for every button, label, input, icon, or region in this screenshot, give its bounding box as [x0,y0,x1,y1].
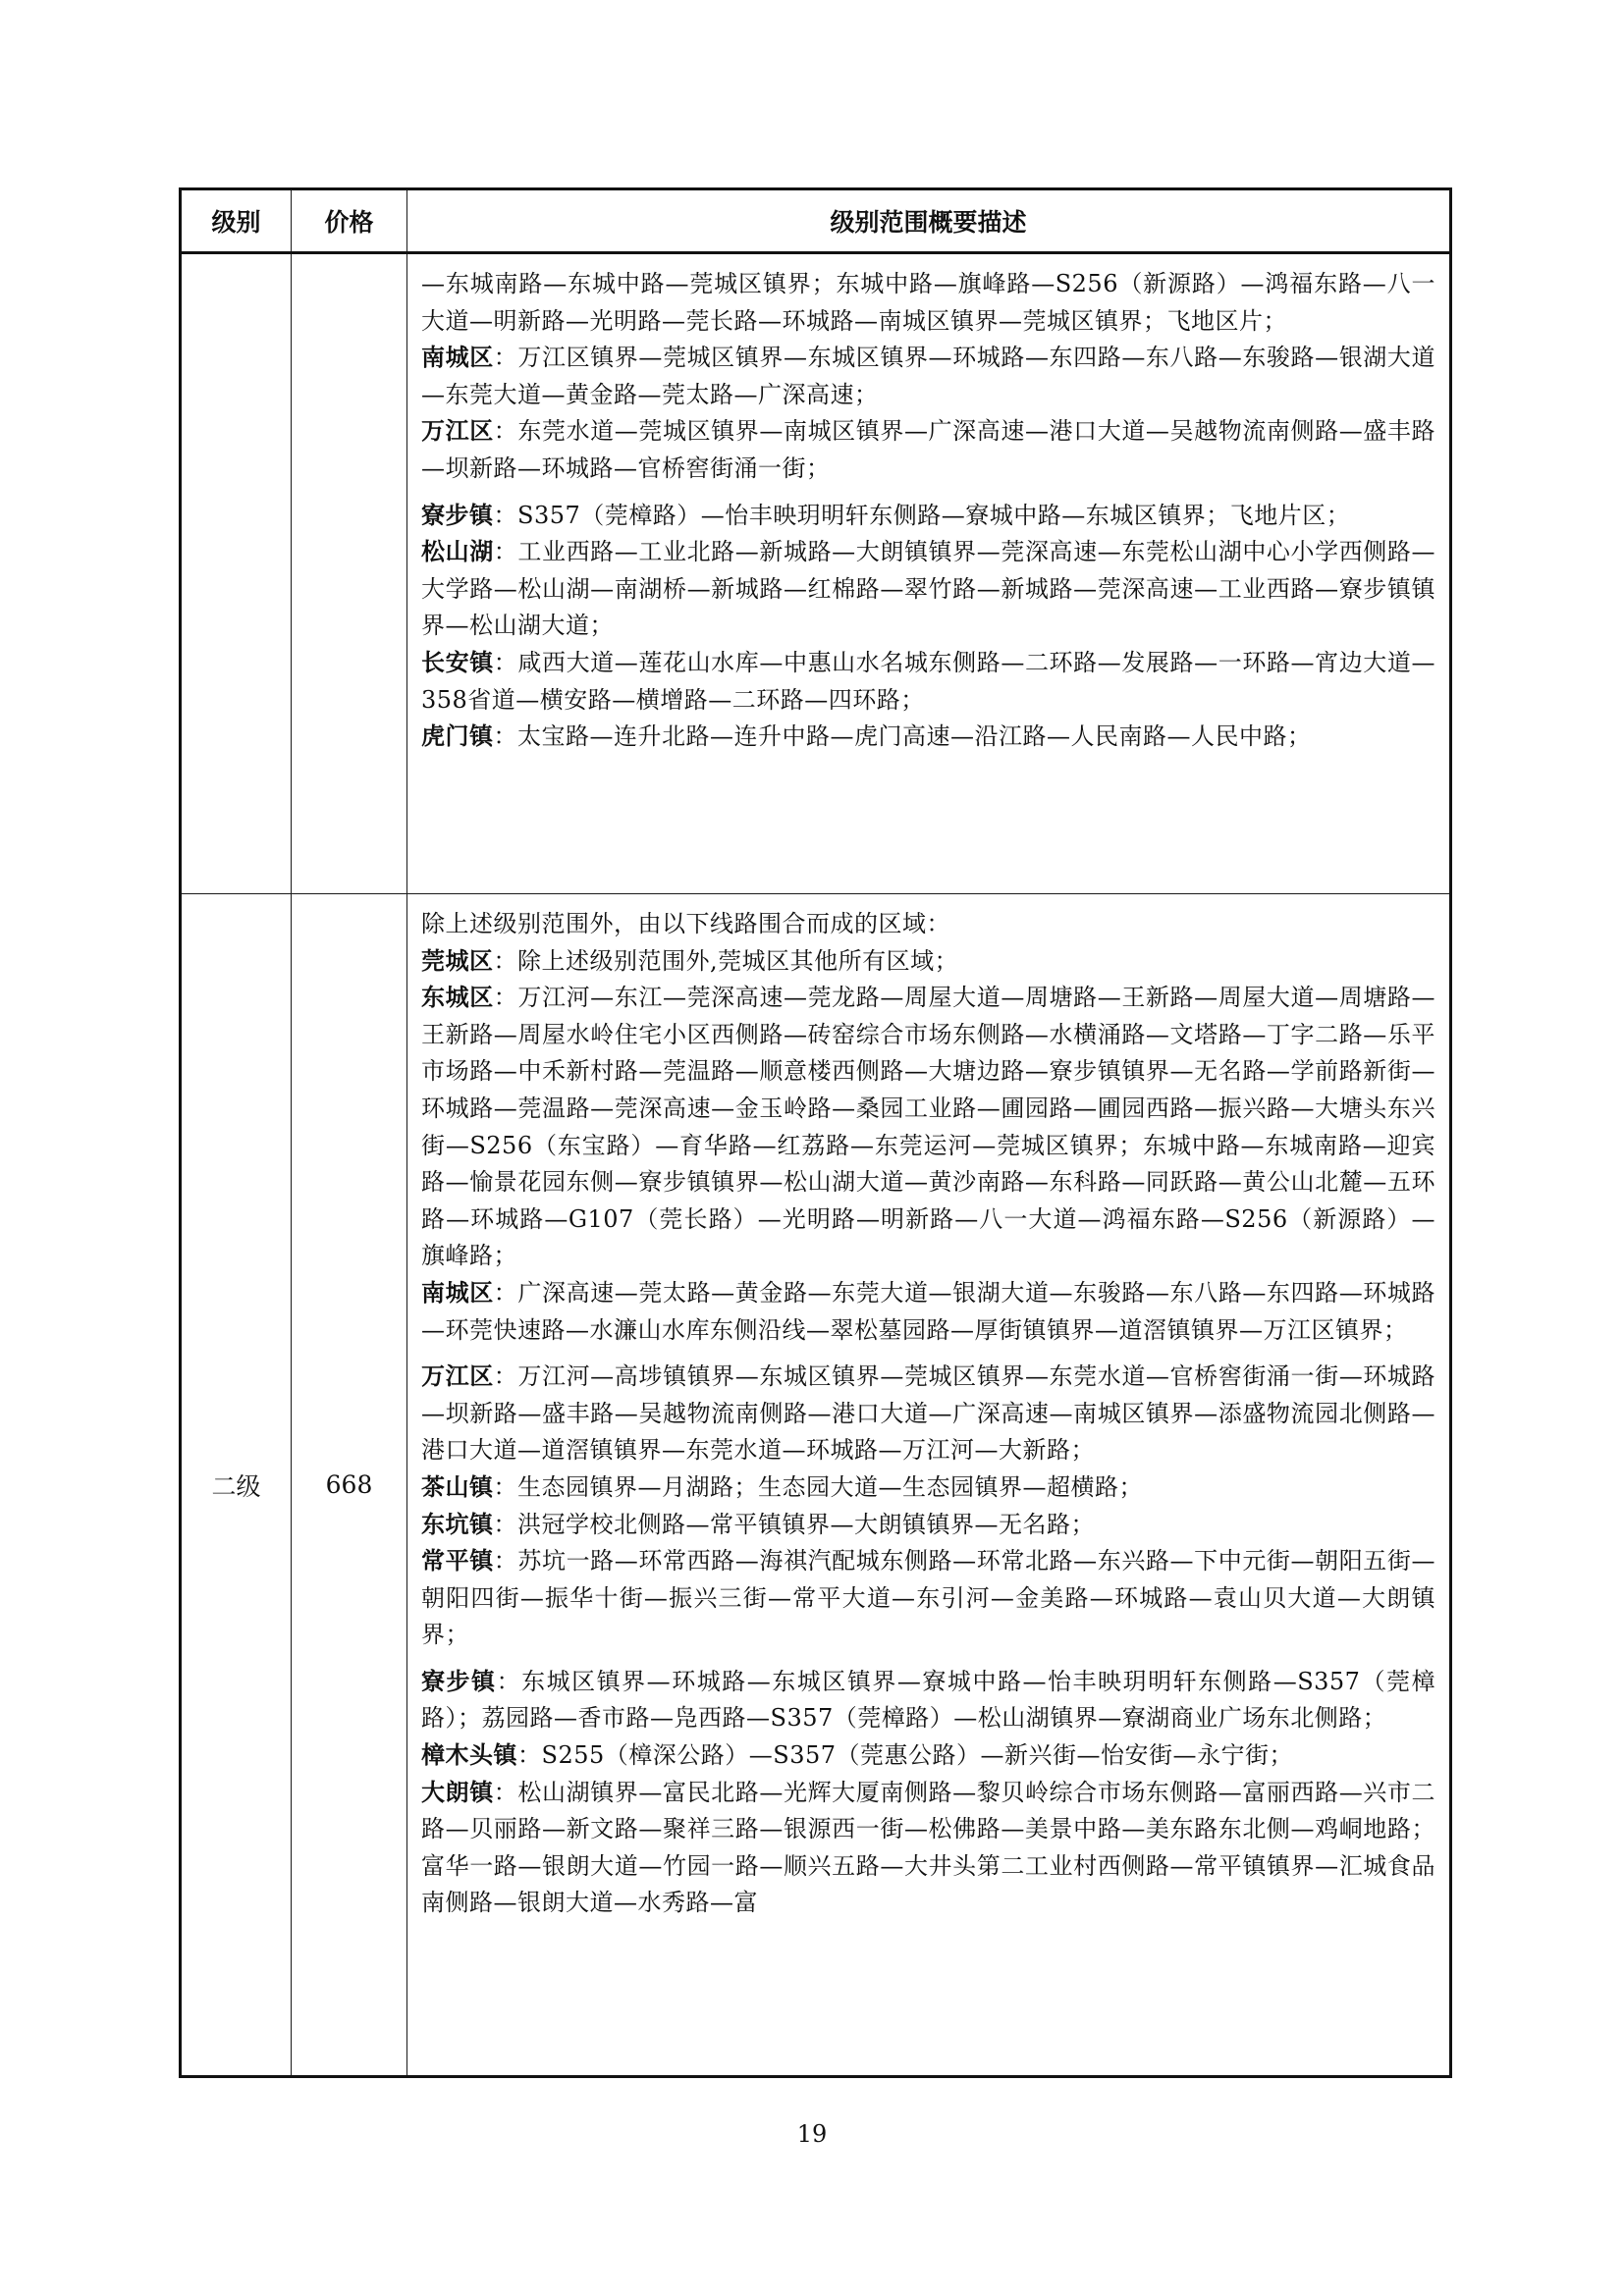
district-name: 长安镇 [421,648,494,676]
description-cell [407,253,1451,894]
route-text: ：万江河—高埗镇镇界—东城区镇界—莞城区镇界—东莞水道—官桥窖街涌一街—环城路—坝新路—盛丰路—吴越物流南侧路—港口大道—广深高速—南城区镇界—添盛物流园北侧路—港口大道—道滘镇镇界—东莞水道—环城路—万江河—大新路； [421,1362,1436,1465]
range-entry [421,1507,1435,1544]
route-text: ：S255（樟深公路）—S357（莞惠公路）—新兴街—怡安街—永宁街； [517,1741,1293,1770]
route-text: ：除上述级别范围外,莞城区其他所有区域； [493,946,959,975]
range-entry [421,1664,1435,1737]
header-level: 级别 [181,189,292,253]
district-name: 莞城区 [421,946,494,975]
table-header-row [181,189,1451,253]
route-text: ：东城区镇界—环城路—东城区镇界—寮城中路—怡丰映玥明轩东侧路—S357（莞樟路）；荔园路—香市路—凫西路—S357（莞樟路）—松山湖镇界—寮湖商业广场东北侧路； [421,1667,1435,1733]
district-name: 万江区 [421,1362,494,1391]
range-entry [421,1359,1435,1469]
price-cell [292,253,407,894]
route-text: ：万江河—东江—莞深高速—莞龙路—周屋大道—周塘路—王新路—周屋大道—周塘路—王新路—周屋水岭住宅小区西侧路—砖窑综合市场东侧路—水横涌路—文塔路—丁字二路—乐平市场路—中禾新村路—莞温路—顺意楼西侧路—大塘边路—寮步镇镇界—无名路—学前路新街—环城路—莞温路—莞深高速—金玉岭路—桑园工业路—圃园路—圃园西路—振兴路—大塘头东兴街—S256（东宝路）—育华路—红荔路—东莞运河—莞城区镇界；东城中路—东城南路—迎宾路—愉景花园东侧—寮步镇镇界—松山湖大道—黄沙南路—东科路—同跃路—黄公山北麓—五环路—环城路—G107（莞长路）—光明路—明新路—八一大道—鸿福东路—S256（新源路）—旗峰路； [421,984,1436,1270]
range-entry [421,645,1435,719]
table-row [181,894,1451,2077]
route-text: ：S357（莞樟路）—怡丰映玥明轩东侧路—寮城中路—东城区镇界；飞地片区； [493,501,1351,529]
price-cell: 668 [292,894,407,2077]
district-name: 虎门镇 [421,722,494,751]
range-entry [421,980,1435,1275]
description-cell [407,894,1451,2077]
range-entry [421,534,1435,645]
district-name: 常平镇 [421,1547,494,1575]
range-entry [421,1775,1435,1922]
land-price-level-table [179,187,1452,2078]
route-text: ：洪冠学校北侧路—常平镇镇界—大朗镇镇界—无名路； [493,1510,1095,1538]
range-entry [421,413,1435,487]
route-text: ：苏坑一路—环常西路—海祺汽配城东侧路—环常北路—东兴路—下中元街—朝阳五街—朝阳四街—振华十街—振兴三街—常平大道—东引河—金美路—环城路—袁山贝大道—大朗镇界； [421,1547,1436,1649]
route-text: ：东莞水道—莞城区镇界—南城区镇界—广深高速—港口大道—吴越物流南侧路—盛丰路—坝新路—环城路—官桥窖街涌一街； [421,417,1436,482]
route-text: ：广深高速—莞太路—黄金路—东莞大道—银湖大道—东骏路—东八路—东四路—环城路—环莞快速路—水濂山水库东侧沿线—翠松墓园路—厚街镇镇界—道滘镇镇界—万江区镇界； [421,1278,1436,1344]
district-name: 茶山镇 [421,1472,494,1501]
district-name: 大朗镇 [421,1778,494,1806]
range-entry [421,498,1435,535]
district-name: 寮步镇 [421,1667,497,1695]
level-cell [181,253,292,894]
range-entry [421,1275,1435,1349]
district-name: 东坑镇 [421,1510,494,1538]
range-entry [421,1543,1435,1654]
page-number: 19 [796,2120,828,2148]
level-cell: 二级 [181,894,292,2077]
district-name: 松山湖 [421,538,494,566]
header-price: 价格 [292,189,407,253]
range-entry [421,906,1435,943]
route-text: ：太宝路—连升北路—连升中路—虎门高速—沿江路—人民南路—人民中路； [493,722,1312,751]
route-text: ：万江区镇界—莞城区镇界—东城区镇界—环城路—东四路—东八路—东骏路—银湖大道—东莞大道—黄金路—莞太路—广深高速； [421,344,1436,408]
range-entry: —东城南路—东城中路—莞城区镇界；东城中路—旗峰路—S256（新源路）—鸿福东路—八一大道—明新路—光明路—莞长路—环城路—南城区镇界—莞城区镇界；飞地区片； [421,270,1435,335]
district-name: 万江区 [421,417,494,446]
district-name: 东城区 [421,984,494,1012]
district-name: 寮步镇 [421,501,494,529]
route-text: ：咸西大道—莲花山水库—中惠山水名城东侧路—二环路—发展路—一环路—宵边大道—358省道—横安路—横增路—二环路—四环路； [421,648,1436,714]
district-name: 南城区 [421,1278,494,1307]
route-text: ：工业西路—工业北路—新城路—大朗镇镇界—莞深高速—东莞松山湖中心小学西侧路—大学路—松山湖—南湖桥—新城路—红棉路—翠竹路—新城路—莞深高速—工业西路—寮步镇镇界—松山湖大道； [421,538,1436,640]
range-entry [421,719,1435,756]
range-entry [421,1737,1435,1775]
district-name: 南城区 [421,344,494,372]
range-entry [421,943,1435,981]
header-description: 级别范围概要描述 [407,189,1451,253]
route-text: ：生态园镇界—月湖路；生态园大道—生态园镇界—超横路； [493,1472,1143,1501]
district-name: 樟木头镇 [421,1741,517,1770]
route-text: 除上述级别范围外，由以下线路围合而成的区域： [421,910,950,937]
range-entry [421,340,1435,413]
route-text: ：松山湖镇界—富民北路—光辉大厦南侧路—黎贝岭综合市场东侧路—富丽西路—兴市二路—贝丽路—新文路—聚祥三路—银源西一街—松佛路—美景中路—美东路东北侧—鸡峒地路；富华一路—银朗大道—竹园一路—顺兴五路—大井头第二工业村西侧路—常平镇镇界—汇城食品南侧路—银朗大道—水秀路—富 [421,1778,1436,1917]
table-row [181,253,1451,894]
range-entry [421,1469,1435,1507]
